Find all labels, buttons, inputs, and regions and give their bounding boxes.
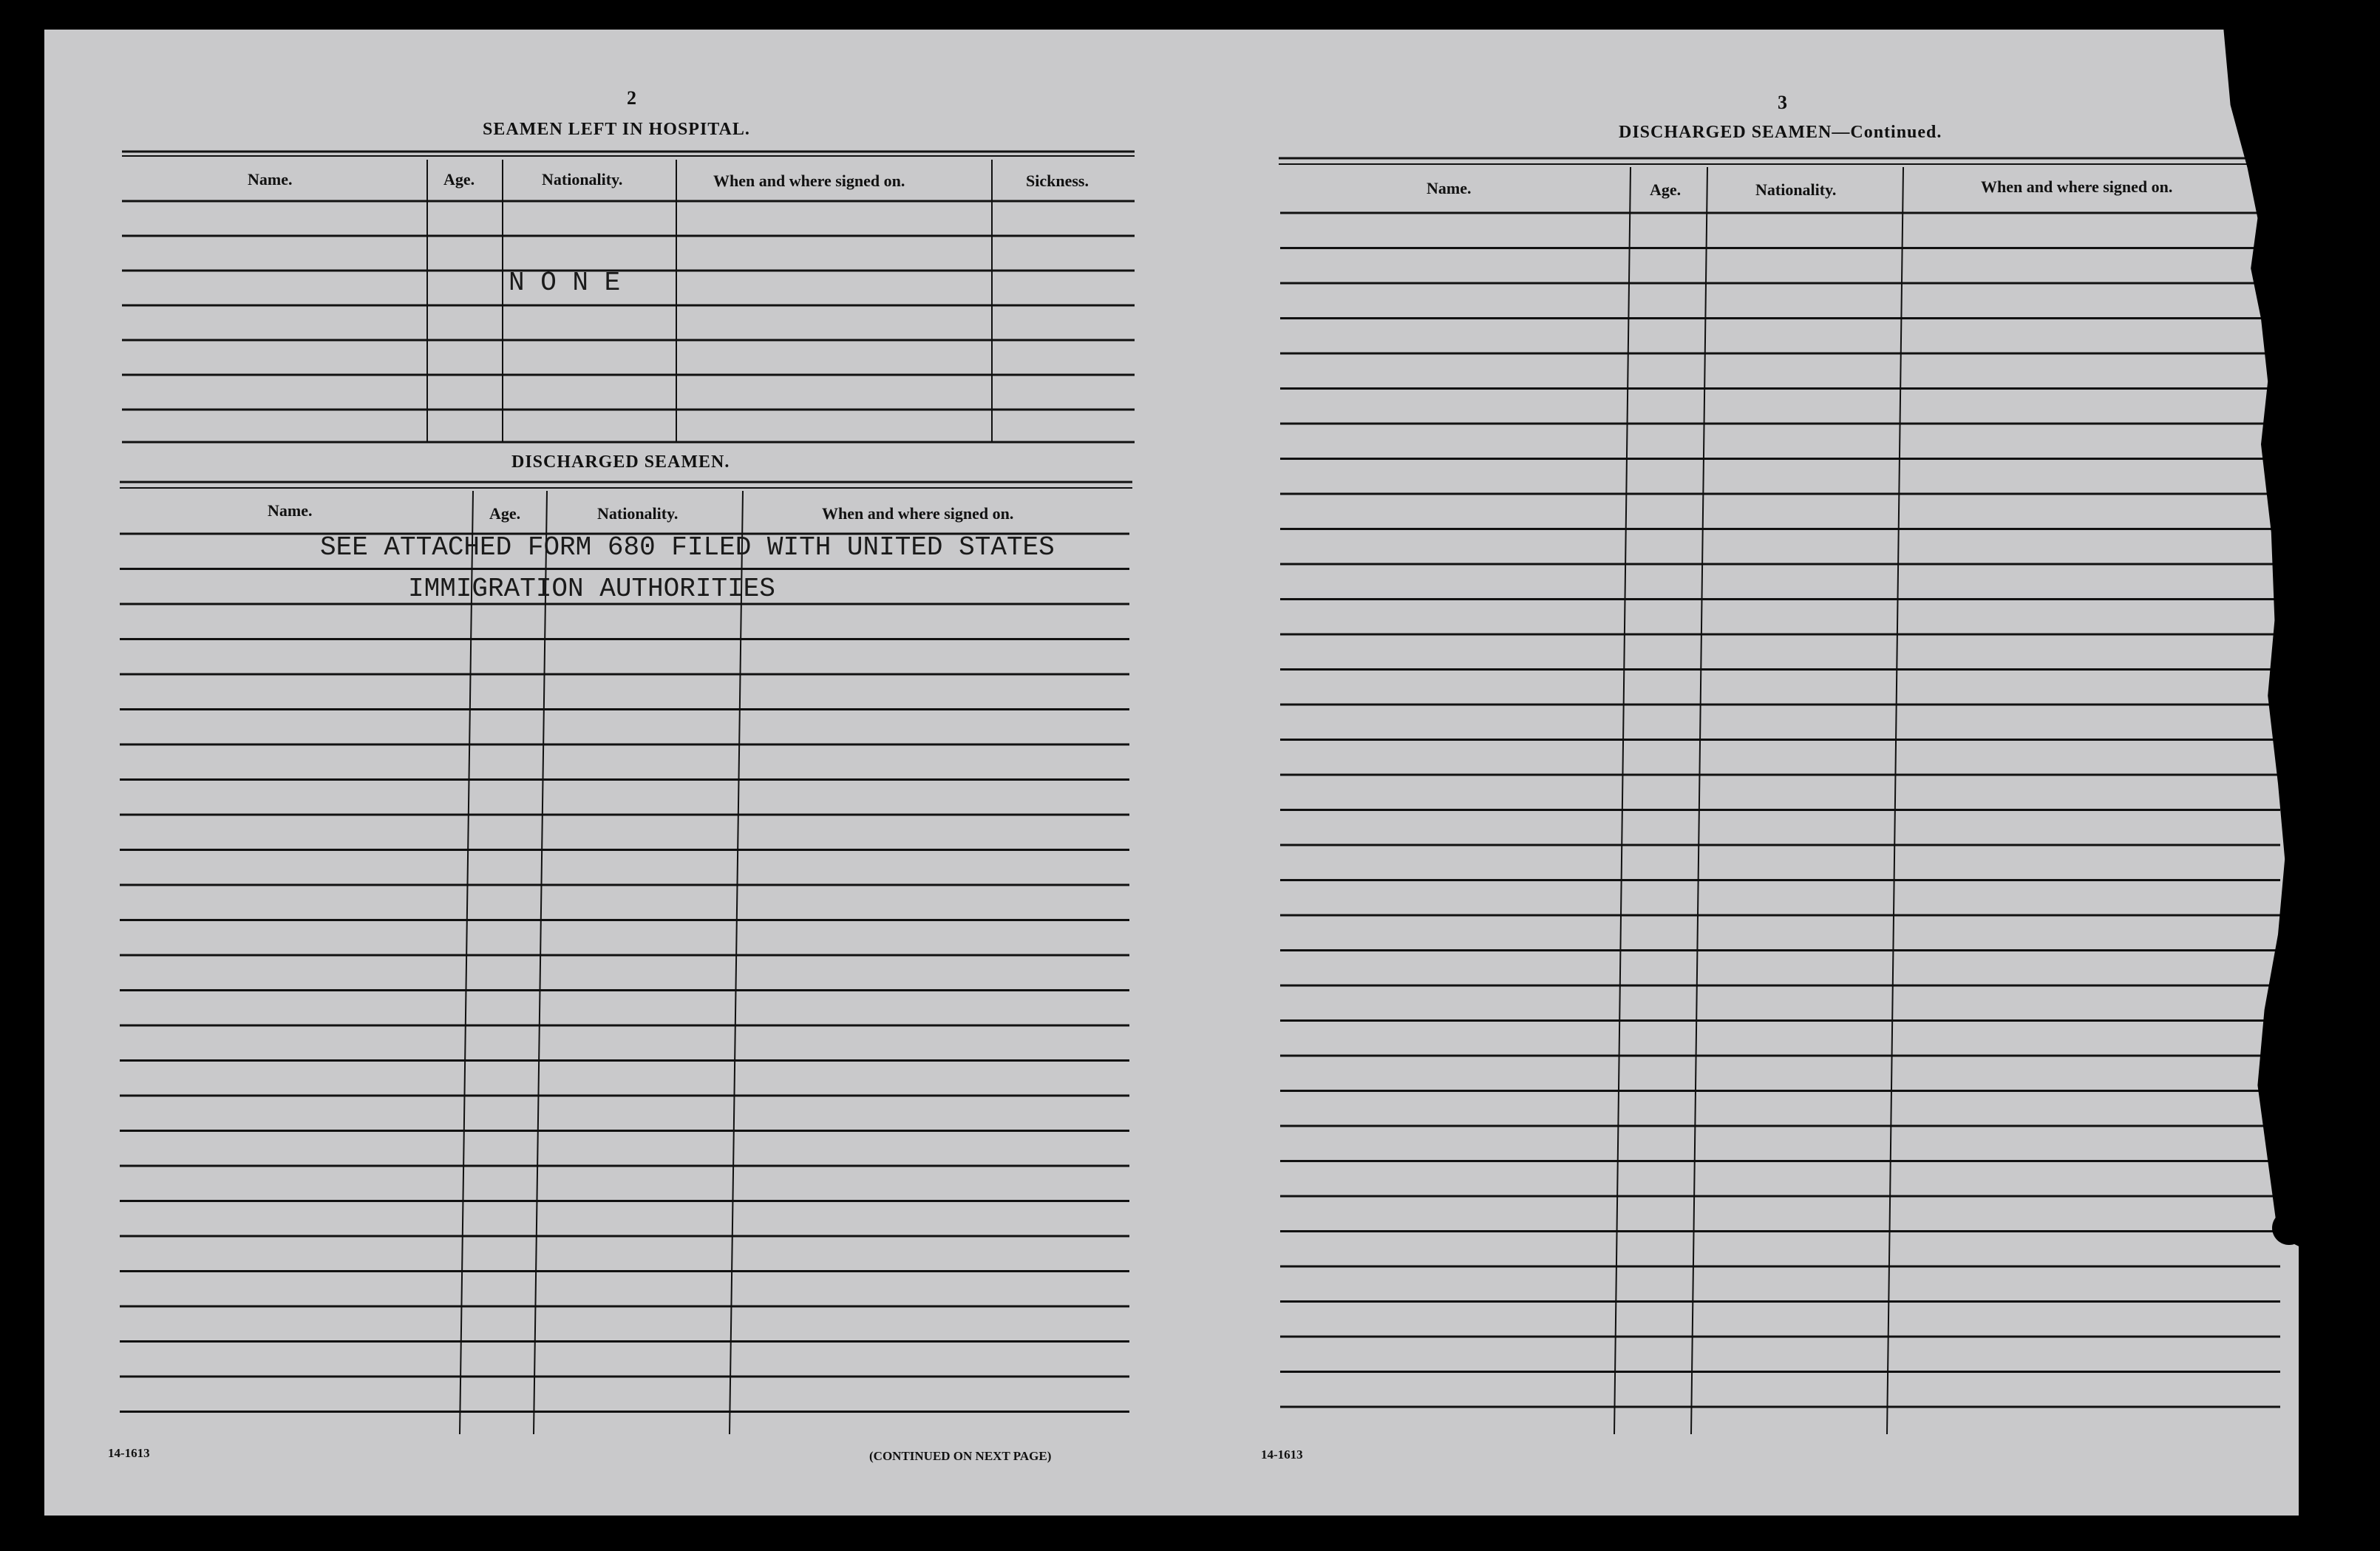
left-page-number: 2 <box>627 87 636 109</box>
discharged-title: DISCHARGED SEAMEN. <box>511 452 730 472</box>
discharged-col-nationality: Nationality. <box>597 504 679 523</box>
right-page-number: 3 <box>1778 92 1787 113</box>
hospital-col-sickness: Sickness. <box>1026 172 1089 190</box>
right-col-signed-on: When and where signed on. <box>1981 177 2173 196</box>
hospital-col-name: Name. <box>248 170 293 189</box>
hospital-col-age: Age. <box>443 170 475 189</box>
hospital-col-signed-on: When and where signed on. <box>713 172 905 190</box>
discharged-col-rule <box>730 491 743 1434</box>
discharged-typed-line-2: IMMIGRATION AUTHORITIES <box>408 574 775 604</box>
continued-note: (CONTINUED ON NEXT PAGE) <box>869 1449 1052 1463</box>
right-col-age: Age. <box>1650 180 1682 199</box>
hospital-typed-entry: N O N E <box>509 268 621 298</box>
punch-hole <box>2272 1211 2306 1245</box>
right-col-rule <box>1614 167 1631 1434</box>
left-form-number: 14-1613 <box>108 1446 150 1460</box>
discharged-col-signed-on: When and where signed on. <box>822 504 1014 523</box>
discharged-col-name: Name. <box>268 501 313 520</box>
discharged-col-age: Age. <box>489 504 521 523</box>
right-col-rule <box>1691 167 1707 1434</box>
discharged-typed-line-1: SEE ATTACHED FORM 680 FILED WITH UNITED STATES <box>320 532 1055 563</box>
right-col-nationality: Nationality. <box>1755 180 1837 199</box>
discharged-col-rule <box>460 491 473 1434</box>
right-form-number: 14-1613 <box>1261 1448 1303 1462</box>
discharged-col-rule <box>534 491 547 1434</box>
right-col-rule <box>1887 167 1903 1434</box>
right-title: DISCHARGED SEAMEN—Continued. <box>1619 123 1942 142</box>
hospital-col-nationality: Nationality. <box>542 170 623 189</box>
hospital-title: SEAMEN LEFT IN HOSPITAL. <box>483 120 750 139</box>
right-col-name: Name. <box>1427 179 1472 197</box>
